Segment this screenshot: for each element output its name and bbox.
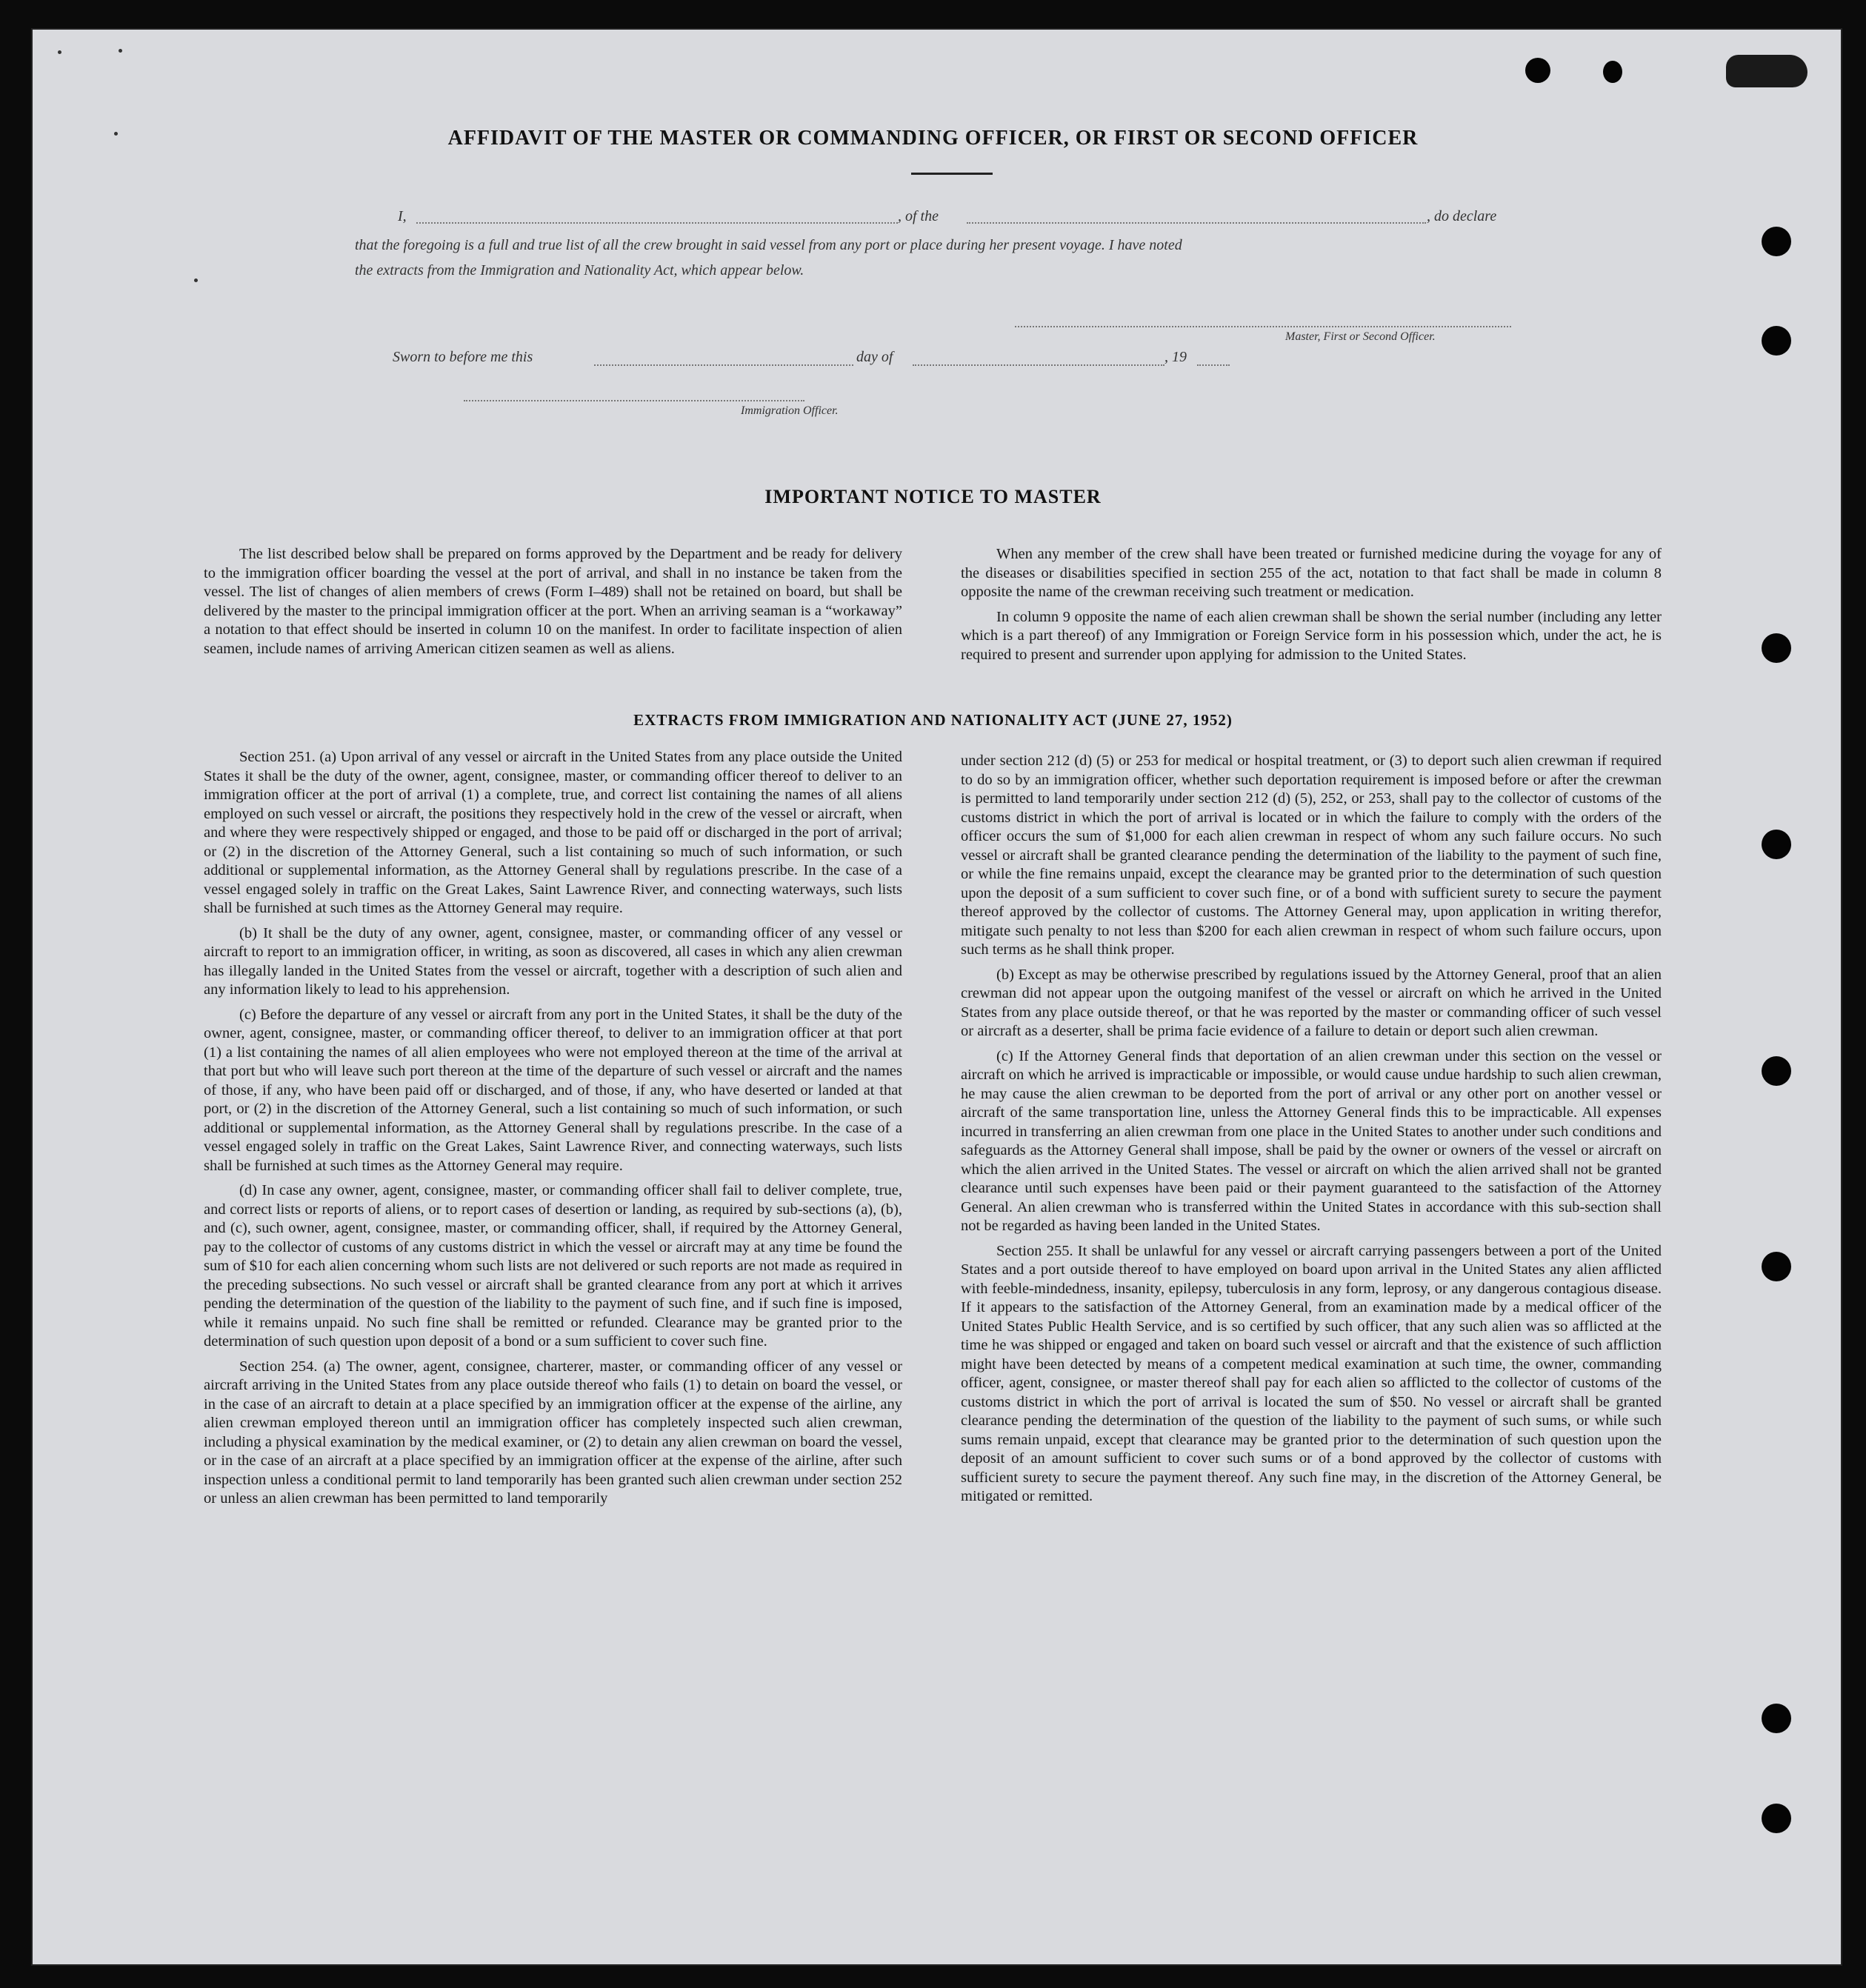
extracts-right-column [961, 752, 1662, 1512]
extract-paragraph: (b) It shall be the duty of any owner, agent, consignee, master, or commanding officer of any vessel or aircraft to report to an immigration officer, in writing, as soon as discovered, all cases in which any alien crewman has illegally landed in the United States from the vessel or aircraft, together with a description of such alien and any information likely to lead to his apprehension. [204, 924, 902, 998]
master-signature-line [1015, 326, 1511, 327]
sworn-month-line [913, 364, 1164, 366]
immigration-officer-label: Immigration Officer. [741, 404, 839, 417]
scan-speck [194, 278, 198, 282]
notice-paragraph: When any member of the crew shall have been treated or furnished medicine during the voyage for any of the diseases or disabilities specified in section 255 of the act, notation to that fact shall be made in column 8 opposite the name of the crewman receiving such treatment or medication. [961, 546, 1662, 600]
immigration-officer-signature-line [464, 400, 804, 401]
punch-hole [1762, 830, 1791, 859]
extract-paragraph: (c) If the Attorney General finds that deportation of an alien crewman under this section on the vessel or aircraft on which he arrived is impracticable or impossible, or would cause undue hardship to such alien crewman, he may cause the alien crewman to be deported from the port of arrival or any other port on another vessel or aircraft of the same transportation line, unless the Attorney General finds this to be impracticable. All expenses incurred in transferring an alien crewman from one place in the United States to another under such conditions and safeguards as the Attorney General shall impose, shall be paid by the owner or owners of the vessel or aircraft on which the alien arrived in the United States. The vessel or aircraft on which the alien arrived shall not be granted clearance until such expenses have been paid or their payment guaranteed to the satisfaction of the Attorney General. An alien crewman who is transferred within the United States in accordance with this sub-section shall not be regarded as having been landed in the United States. [961, 1047, 1662, 1234]
affiant-prefix: I, [398, 208, 407, 224]
title-rule [911, 173, 993, 175]
sworn-label: Sworn to before me this [393, 349, 533, 365]
extract-paragraph: Section 251. (a) Upon arrival of any vessel or aircraft in the United States from any place outside the United States it shall be the duty of the owner, agent, consignee, master, or commanding officer thereof to deliver to an immigration officer at the port of arrival (1) a complete, true, and correct list containing the names of all aliens employed on such vessel or aircraft, the positions they respectively hold in the crew of the vessel or aircraft, when and where they were respectively shipped or engaged, and those to be paid off or discharged in the port of arrival; or (2) in the discretion of the Attorney General, such a list containing so much of such information, or such additional or supplemental information, as the Attorney General shall by regulations prescribe. In the case of a vessel engaged solely in traffic on the Great Lakes, Saint Lawrence River, and connecting waterways, such lists shall be furnished at such times as the Attorney General may require. [204, 749, 902, 916]
notice-left-column [204, 545, 902, 664]
day-of-label: day of [856, 349, 893, 365]
declare-label: , do declare [1427, 208, 1497, 224]
of-the-label: , of the [898, 208, 939, 224]
extract-paragraph: (d) In case any owner, agent, consignee, master, or commanding officer shall fail to deliver complete, true, and correct lists or reports of aliens, or to report cases of desertion or landing, as required by sub-sections (a), (b), and (c), such owner, agent, consignee, master, or commanding officer, shall, if required by the Attorney General, pay to the collector of customs of any customs district in which the vessel or aircraft may at any time be found the sum of $10 for each alien concerning whom such lists are not delivered or such reports are not made as required in the preceding subsections. No such vessel or aircraft shall be granted clearance from any port at which it arrives pending the determination of the question of the liability to the payment of such fine, and if such fine is imposed, while it remains unpaid. No such fine shall be remitted or refunded. Clearance may be granted prior to the determination of such question upon deposit of a bond or a sum sufficient to cover such fine. [204, 1182, 902, 1350]
punch-hole [1762, 1252, 1791, 1281]
affiant-name-line [416, 222, 898, 224]
sworn-day-line [594, 364, 853, 366]
affidavit-statement: the extracts from the Immigration and Nationality Act, which appear below. [355, 262, 804, 278]
punch-hole [1762, 1704, 1791, 1733]
extracts-left-column [204, 748, 902, 1515]
punch-hole [1603, 61, 1622, 83]
punch-hole [1762, 1804, 1791, 1833]
affidavit-title: AFFIDAVIT OF THE MASTER OR COMMANDING OFFICER, OR FIRST OR SECOND OFFICER [447, 127, 1419, 150]
scan-speck [119, 49, 122, 53]
notice-paragraph: The list described below shall be prepared on forms approved by the Department and be ready for delivery to the immigration officer boarding the vessel at the port of arrival, and shall in no instance be taken from the vessel. The list of changes of alien members of crews (Form I–489) shall not be retained on board, but shall be delivered by the master to the principal immigration officer at the port. When an arriving seaman is a “workaway” a notation to that effect should be inserted in column 10 on the manifest. In order to facilitate inspection of alien seamen, include names of arriving American citizen seamen as well as aliens. [204, 546, 902, 657]
notice-right-column [961, 545, 1662, 670]
affidavit-statement: that the foregoing is a full and true list of all the crew brought in said vessel from any port or place during her present voyage. I have noted [355, 237, 1182, 253]
punch-hole [1762, 1056, 1791, 1086]
master-signature-label: Master, First or Second Officer. [1285, 330, 1436, 343]
scan-speck [58, 50, 61, 54]
scan-smudge [1726, 55, 1807, 87]
punch-hole [1525, 58, 1550, 83]
notice-title: IMPORTANT NOTICE TO MASTER [764, 486, 1102, 507]
vessel-name-line [967, 222, 1426, 224]
year-label: , 19 [1164, 349, 1187, 365]
extract-paragraph: (b) Except as may be otherwise prescribed by regulations issued by the Attorney General, proof that an alien crewman did not appear upon the outgoing manifest of the vessel or aircraft on which he arrived in the United States from any place outside thereof, or that he was reported by the master or commanding officer of such vessel or aircraft as a deserter, shall be prima facie evidence of a failure to detain or deport such alien crewman. [961, 966, 1662, 1039]
notice-paragraph: In column 9 opposite the name of each alien crewman shall be shown the serial number (including any letter which is a part thereof) of any Immigration or Foreign Service form in his possession which, under the act, he is required to present and surrender upon applying for admission to the United States. [961, 608, 1662, 663]
punch-hole [1762, 227, 1791, 256]
punch-hole [1762, 326, 1791, 356]
punch-hole [1762, 633, 1791, 663]
extracts-title: EXTRACTS FROM IMMIGRATION AND NATIONALITY ACT (JUNE 27, 1952) [633, 711, 1233, 729]
extract-paragraph: Section 254. (a) The owner, agent, consignee, charterer, master, or commanding officer of any vessel or aircraft arriving in the United States from any place outside thereof who fails (1) to detain on board the vessel, or in the case of an aircraft to detain at a place specified by an immigration officer at the expense of the airline, any alien crewman employed thereon until an immigration officer has completely inspected such alien crewman, including a physical examination by the medical examiner, or (2) to detain any alien crewman on board the vessel, or in the case of an aircraft at a place specified by an immigration officer at the expense of the airline, after such inspection unless a conditional permit to land temporarily has been granted such alien crewman under section 252 or unless an alien crewman has been permitted to land temporarily [204, 1358, 902, 1507]
extract-paragraph: Section 255. It shall be unlawful for any vessel or aircraft carrying passengers between a port of the United States and a port outside thereof to have employed on board upon arrival in the United States any alien afflicted with feeble-mindedness, insanity, epilepsy, tuberculosis in any form, leprosy, or any dangerous contagious disease. If it appears to the satisfaction of the Attorney General, from an examination made by a medical officer of the United States Public Health Service, and is so certified by such officer, that any such alien was so afflicted at the time he was shipped or engaged and taken on board such vessel or aircraft and that the existence of such affliction might have been detected by means of a competent medical examination at such time, the owner, commanding officer, agent, consignee, or master thereof shall pay for each alien so afflicted to the collector of customs of the customs district in which the port of arrival is located the sum of $50. No vessel or aircraft shall be granted clearance pending the determination of the question of the liability to the payment of such sums, or while such sums remain unpaid, except that clearance may be granted prior to the determination of such question upon the deposit of an amount sufficient to cover such sums or of a bond approved by the collector of customs with sufficient surety to secure the payment thereof. Any such fine may, in the discretion of the Attorney General, be mitigated or remitted. [961, 1242, 1662, 1504]
sworn-year-line [1197, 364, 1230, 366]
extract-paragraph: under section 212 (d) (5) or 253 for medical or hospital treatment, or (3) to deport such alien crewman if required to do so by an immigration officer, whether such deportation requirement is imposed before or after the crewman is permitted to land temporarily under section 212 (d) (5), 252, or 253, shall pay to the collector of customs of the customs district in which the port of arrival is located or in which the failure to comply with the orders of the officer occurs the sum of $1,000 for each alien crewman in respect of whom any such failure occurs. No such vessel or aircraft shall be granted clearance pending the determination of the liability to the payment of such fine, or while the fine remains unpaid, except the clearance may be granted prior to the determination of such question upon the deposit of a sum sufficient to cover such fine, or of a bond with sufficient surety to secure the payment thereof approved by the collector of customs. The Attorney General may, upon application in writing therefor, mitigate such penalty to not less than $200 for each alien crewman in respect of whom such failure occurs, upon such terms as he shall think proper. [961, 753, 1662, 958]
extract-paragraph: (c) Before the departure of any vessel or aircraft from any port in the United States, it shall be the duty of the owner, agent, consignee, master, or commanding officer thereof, to deliver to an immigration officer at that port (1) a list containing the names of all alien employees who were not employed thereon at the time of the arrival at that port but who will leave such port thereon at the time of the departure of such vessel or aircraft and the names of those, if any, who have been paid off or discharged, and of those, if any, who have deserted or landed at that port, or (2) in the discretion of the Attorney General, such a list containing so much of such information, or such additional or supplemental information, as the Attorney General shall by regulations prescribe. In the case of a vessel engaged solely in traffic on the Great Lakes, Saint Lawrence River, and connecting waterways, such lists shall be furnished at such times as the Attorney General may require. [204, 1006, 902, 1174]
